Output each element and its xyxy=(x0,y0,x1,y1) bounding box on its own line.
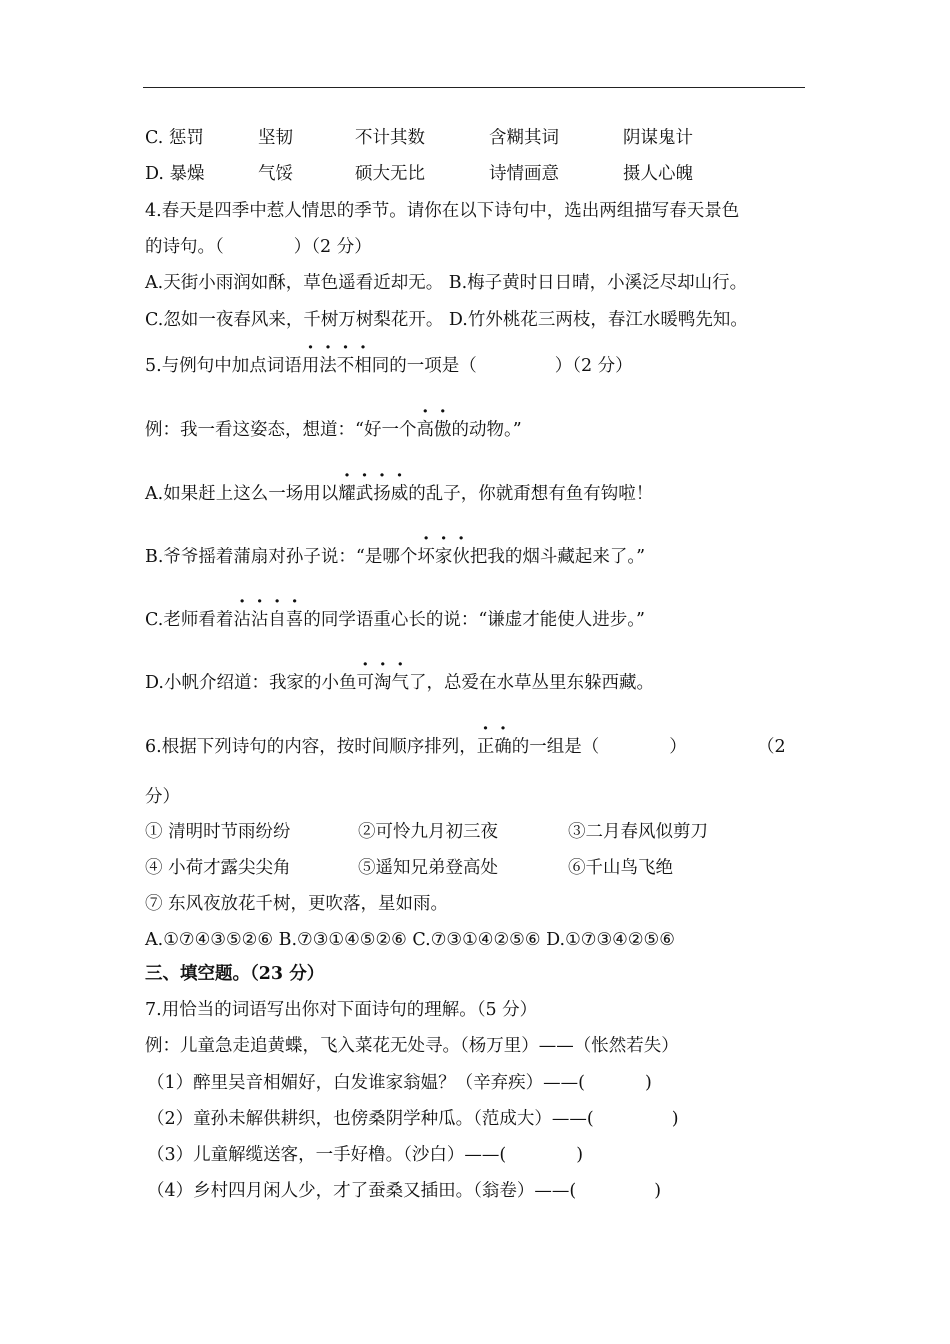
q6-stem-pre: 6.根据下列诗句的内容，按时间顺序排列， xyxy=(145,737,477,757)
option-c-label: C. 惩罚 xyxy=(145,128,204,148)
q5-stem-post: 同的一项是（ xyxy=(371,356,477,376)
q5-option-d xyxy=(145,671,654,695)
q5-option-c-post: 的同学语重心长的说：“谦虚才能使人进步。” xyxy=(303,610,645,630)
q6-choices: A.①⑦④③⑤②⑥ B.⑦③①④⑤②⑥ C.⑦③①④②⑤⑥ D.①⑦③④②⑤⑥ xyxy=(145,930,675,950)
q5-option-c-dotted-char: 沾 xyxy=(250,610,269,630)
option-c-word-5: 阴谋鬼计 xyxy=(623,128,693,148)
q7-close-paren: ) xyxy=(576,1145,584,1165)
q6-item-7: ⑦ 东风夜放花千树，更吹落，星如雨。 xyxy=(145,894,449,914)
q7-item-2 xyxy=(147,1107,679,1131)
q5-option-d-dotted-char: 淘 xyxy=(373,673,392,693)
q5-option-c-dotted-char: 沾 xyxy=(233,610,251,630)
q6-dotted-char: 正 xyxy=(476,737,495,757)
q6-item: ⑤遥知兄弟登高处 xyxy=(358,858,498,878)
q5-dotted-char: 不 xyxy=(336,356,355,376)
q5-option-c-dotted-char: 自 xyxy=(268,610,286,630)
q5-option-a-dotted-char: 威 xyxy=(390,484,409,504)
q6-item: ④ 小荷才露尖尖角 xyxy=(145,858,291,878)
q6-score-part-2: 分） xyxy=(145,787,180,807)
q5-option-b xyxy=(145,545,645,569)
q7-item-3 xyxy=(147,1143,583,1167)
q6-item: ③二月春风似剪刀 xyxy=(568,822,708,842)
q6-close-paren: ） xyxy=(669,737,687,757)
q5-option-b-post: 把我的烟斗藏起来了。” xyxy=(469,547,646,567)
q5-stem xyxy=(145,354,633,378)
option-d-word-2: 气馁 xyxy=(258,164,293,184)
q5-example-post: 的动物。” xyxy=(451,420,522,440)
q5-score: ）（2 分） xyxy=(554,356,633,376)
q5-dotted-char: 用 xyxy=(301,356,320,376)
q5-example-pre: 例：我一看这姿态，想道：“好一个 xyxy=(145,420,417,440)
q7-stem: 7.用恰当的词语写出你对下面诗句的理解。（5 分） xyxy=(145,1000,538,1020)
q5-stem-pre: 5.与例句中加点词语 xyxy=(145,356,302,376)
q6-stem xyxy=(145,735,785,759)
option-d-word-3: 硕大无比 xyxy=(355,164,425,184)
q7-close-paren: ) xyxy=(654,1181,662,1201)
q5-example-dotted-char: 高 xyxy=(416,420,434,440)
q6-item: ②可怜九月初三夜 xyxy=(358,822,498,842)
option-c-word-2: 坚韧 xyxy=(258,128,293,148)
q5-option-d-pre: D.小帆介绍道：我家的小鱼 xyxy=(145,673,357,693)
q5-option-c-dotted-char: 喜 xyxy=(285,610,304,630)
option-d-word-5: 摄人心魄 xyxy=(623,164,693,184)
q7-item-1 xyxy=(147,1071,652,1095)
q5-example xyxy=(145,418,522,442)
q5-example-dotted-char: 傲 xyxy=(433,420,452,440)
q7-item-4 xyxy=(147,1179,661,1203)
q4-stem-line-1: 4.春天是四季中惹人情思的季节。请你在以下诗句中，选出两组描写春天景色 xyxy=(145,201,740,221)
q7-close-paren: ) xyxy=(644,1073,652,1093)
q6-score-part-1: （2 xyxy=(757,737,786,757)
q7-example: 例：儿童急走追黄蝶，飞入菜花无处寻。（杨万里）——（怅然若失） xyxy=(145,1036,679,1056)
q4-options-ab: A.天街小雨润如酥，草色遥看近却无。 B.梅子黄时日日晴，小溪泛尽却山行。 xyxy=(145,273,748,293)
option-d-word-4: 诗情画意 xyxy=(489,164,559,184)
q7-close-paren: ) xyxy=(671,1109,679,1129)
q6-dotted-char: 确 xyxy=(494,737,512,757)
q5-option-b-pre: B.爷爷摇着蒲扇对孙子说：“是哪个 xyxy=(145,547,418,567)
q5-option-b-dotted-char: 家 xyxy=(434,547,453,567)
q5-option-a-dotted-char: 耀 xyxy=(338,484,356,504)
q5-option-c-pre: C.老师看着 xyxy=(145,610,234,630)
q4-stem-text: 的诗句。（ xyxy=(145,237,224,257)
section-3-title: 三、填空题。（23 分） xyxy=(145,964,325,984)
q6-item: ① 清明时节雨纷纷 xyxy=(145,822,291,842)
q5-option-d-dotted-char: 可 xyxy=(356,673,374,693)
q4-score: ）（2 分） xyxy=(293,237,372,257)
q5-option-a-post: 的乱子，你就甭想有鱼有钩啦！ xyxy=(408,484,654,504)
q5-option-c xyxy=(145,608,645,632)
q5-option-a-pre: A.如果赶上这么一场用以 xyxy=(145,484,339,504)
q5-option-a-dotted-char: 武 xyxy=(355,484,374,504)
q4-options-cd: C.忽如一夜春风来，千树万树梨花开。 D.竹外桃花三两枝，春江水暖鸭先知。 xyxy=(145,310,748,330)
q5-option-d-post: 了，总爱在水草丛里东躲西藏。 xyxy=(408,673,654,693)
q7-item-text: （1）醉里吴音相媚好，白发谁家翁媪？（辛弃疾）——( xyxy=(147,1073,585,1093)
q6-stem-post: 的一组是（ xyxy=(511,737,600,757)
q7-item-text: （2）童孙未解供耕织，也傍桑阴学种瓜。（范成大）——( xyxy=(147,1109,594,1129)
q7-item-text: （4）乡村四月闲人少，才了蚕桑又插田。（翁卷）——( xyxy=(147,1181,577,1201)
q5-dotted-char: 相 xyxy=(354,356,372,376)
q5-option-b-dotted-char: 坏 xyxy=(417,547,435,567)
q5-option-b-dotted-char: 伙 xyxy=(452,547,470,567)
q6-item: ⑥千山鸟飞绝 xyxy=(568,858,673,878)
option-c-word-3: 不计其数 xyxy=(355,128,425,148)
q5-option-d-dotted-char: 气 xyxy=(391,673,409,693)
header-rule xyxy=(143,87,805,88)
q5-dotted-char: 法 xyxy=(319,356,337,376)
option-c-word-4: 含糊其词 xyxy=(489,128,559,148)
q4-stem-line-2 xyxy=(145,235,372,259)
option-d-label: D. 暴燥 xyxy=(145,164,205,184)
q5-option-a-dotted-char: 扬 xyxy=(373,484,391,504)
q5-option-a xyxy=(145,482,653,506)
q7-item-text: （3）儿童解缆送客，一手好橹。（沙白）——( xyxy=(147,1145,507,1165)
